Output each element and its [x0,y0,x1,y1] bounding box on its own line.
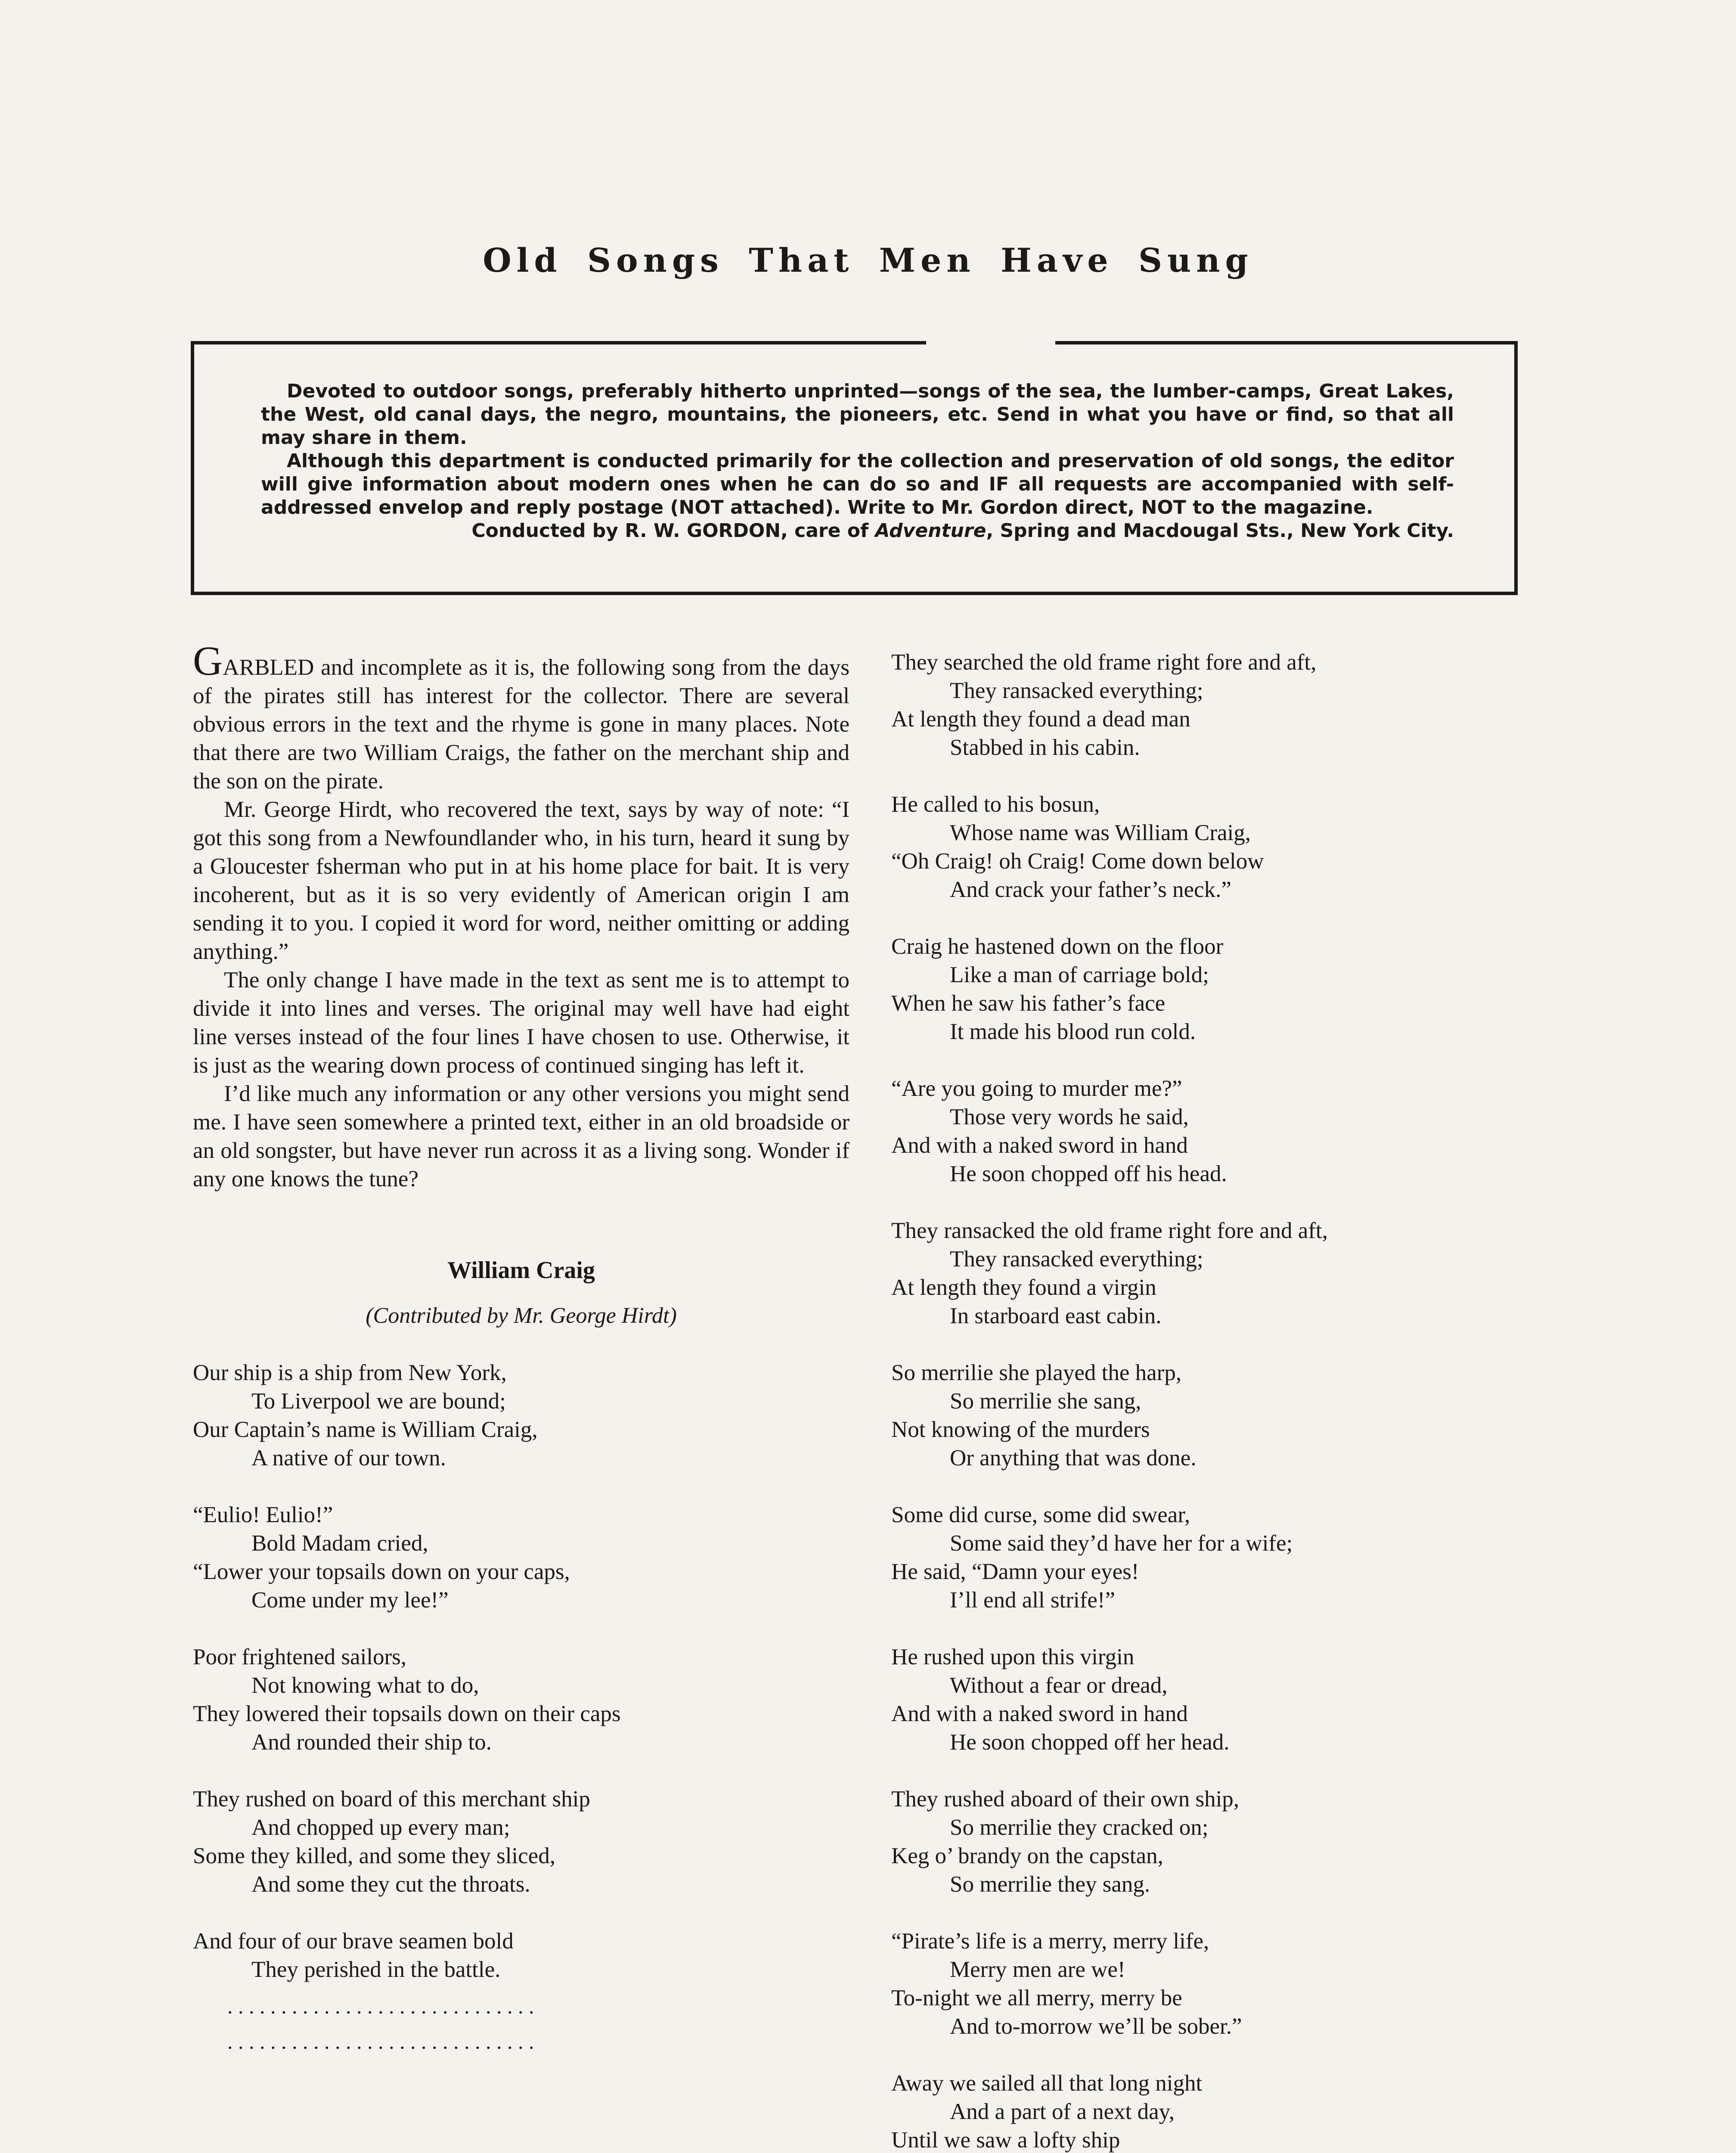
verse-line: Come under my lee!” [251,1588,449,1613]
verse-line: And to-morrow we’ll be sober.” [950,2014,1242,2039]
verse-line: Not knowing of the murders [891,1417,1150,1442]
intro-paragraph-1 [193,638,849,795]
verse-line: Away we sailed all that long night [891,2071,1203,2096]
verse-line: I’ll end all strife!” [950,1588,1116,1613]
stanza [891,2069,1563,2153]
verse-line: Craig he hastened down on the floor [891,934,1224,959]
verse-line: Not knowing what to do, [251,1673,479,1698]
box-border-gap [926,341,1055,345]
verse-line: They ransacked the old frame right fore and aft, [891,1218,1328,1243]
box-paragraph-conducted [261,519,1454,543]
verse-line: They ransacked everything; [950,678,1203,703]
verse-line: Some did curse, some did swear, [891,1502,1190,1527]
magazine-name: Adventure [875,520,986,542]
verse-line: So merrilie they sang. [950,1872,1150,1897]
verse-line: Our ship is a ship from New York, [193,1360,507,1385]
box-paragraph-devoted: Devoted to outdoor songs, preferably hitherto unprinted—songs of the sea, the lumber-camps, Great Lakes, the West, old canal days, the negro, mountains, the pioneers, etc. Send in what you have or find, so that all may share in them. [261,380,1454,449]
stanza [891,1501,1563,1614]
verse-line: Some they killed, and some they sliced, [193,1843,555,1868]
stanza [891,1927,1563,2041]
verse-line: So merrilie she sang, [950,1389,1141,1414]
verse-line: Some said they’d have her for a wife; [950,1531,1293,1556]
verse-line: A native of our town. [251,1446,446,1470]
stanza [891,648,1563,762]
verse-line: At length they found a dead man [891,707,1190,732]
verse-line: They lowered their topsails down on their caps [193,1701,621,1726]
page-title: Old Songs That Men Have Sung [483,241,1253,279]
verse-line: And a part of a next day, [950,2099,1175,2124]
box-paragraph-although: Although this department is conducted primarily for the collection and preservation of old songs, the editor will give information about modern ones when he can do so and IF all requests are accompanied with self-addressed envelop and reply postage (NOT attached). Write to Mr. Gordon direct, NOT to the magazine. [261,450,1454,518]
right-column [891,648,1563,2153]
verse-line: Our Captain’s name is William Craig, [193,1417,538,1442]
song-stanzas-right [891,648,1563,2153]
verse-line: He soon chopped off her head. [950,1730,1230,1755]
verse-line: And with a naked sword in hand [891,1133,1188,1158]
verse-line: Or anything that was done. [950,1446,1197,1470]
verse-line: And four of our brave seamen bold [193,1929,514,1954]
verse-line: To-night we all merry, merry be [891,1985,1182,2010]
verse-line: Until we saw a lofty ship [891,2128,1120,2153]
stanza [193,1785,849,1899]
verse-line: They searched the old frame right fore and aft, [891,650,1317,675]
verse-line: At length they found a virgin [891,1275,1156,1300]
stanza [891,932,1563,1046]
verse-line: When he saw his father’s face [891,991,1166,1016]
verse-line: Stabbed in his cabin. [950,735,1140,760]
verse-line: “Lower your topsails down on your caps, [193,1559,570,1584]
verse-line: Poor frightened sailors, [193,1644,407,1669]
omission-dots-1: . . . . . . . . . . . . . . . . . . . . . . . . . . . . . [227,1994,534,2018]
conducted-by-text: Conducted by R. W. GORDON, care of [471,520,875,542]
verse-line: Without a fear or dread, [950,1673,1168,1698]
stanza [193,1501,849,1614]
stanza [193,1927,849,1984]
stanza [891,1359,1563,1472]
song-contributor: (Contributed by Mr. George Hirdt) [366,1303,677,1328]
address-text: , Spring and Macdougal Sts., New York City. [986,520,1454,542]
intro-paragraph-4: I’d like much any information or any other versions you might send me. I have seen somewhere a printed text, either in an old broadside or an old songster, but have never run across it as a living song. Wonder if any one knows the tune? [193,1081,849,1191]
department-info-box [191,341,1518,595]
stanza [891,1216,1563,1330]
stanza [891,1643,1563,1756]
verse-line: It made his blood run cold. [950,1019,1196,1044]
verse-line: “Oh Craig! oh Craig! Come down below [891,849,1264,874]
verse-line: Whose name was William Craig, [950,820,1251,845]
verse-line: They ransacked everything; [950,1247,1203,1272]
verse-line: Merry men are we! [950,1957,1125,1982]
verse-line: And some they cut the throats. [251,1872,530,1897]
verse-line: They perished in the battle. [251,1957,501,1982]
verse-line: He called to his bosun, [891,792,1100,817]
verse-line: “Pirate’s life is a merry, merry life, [891,1929,1209,1954]
verse-line: In starboard east cabin. [950,1303,1162,1328]
left-column [193,638,849,2054]
verse-line: They rushed aboard of their own ship, [891,1787,1240,1812]
stanza [193,1359,849,1472]
verse-line: Those very words he said, [950,1104,1189,1129]
intro-paragraph-3: The only change I have made in the text as sent me is to attempt to divide it into lines and verses. The original may well have had eight line verses instead of the four lines I have chosen to use. Otherwise, it is just as the wearing down process of continued singing has left it. [193,968,849,1078]
stanza [891,790,1563,904]
stanza [891,1074,1563,1188]
song-title: William Craig [447,1257,595,1284]
verse-line: To Liverpool we are bound; [251,1389,506,1414]
intro-paragraph-1-text: ARBLED and incomplete as it is, the following song from the days of the pirates still has interest for the collector. There are several obvious errors in the text and the rhyme is gone in many places. Note that there are two William Craigs, the father on the merchant ship and the son on the pirate. [193,655,849,794]
stanza [891,1785,1563,1899]
verse-line: So merrilie she played the harp, [891,1360,1182,1385]
verse-line: He rushed upon this virgin [891,1644,1135,1669]
verse-line: And rounded their ship to. [251,1730,492,1755]
verse-line: Bold Madam cried, [251,1531,428,1556]
verse-line: And with a naked sword in hand [891,1701,1188,1726]
verse-line: “Eulio! Eulio!” [193,1502,333,1527]
verse-line: He soon chopped off his head. [950,1161,1227,1186]
stanza [193,1643,849,1756]
intro-paragraph-2: Mr. George Hirdt, who recovered the text, says by way of note: “I got this song from a Newfoundlander who, in his turn, heard it sung by a Gloucester fsherman who put in at his home place for bait. It is very incoherent, but as it is so very evidently of American origin I am sending it to you. I copied it word for word, neither omitting or adding anything.” [193,797,849,964]
verse-line: Like a man of carriage bold; [950,962,1209,987]
song-stanzas-left [193,1359,849,1984]
verse-line: “Are you going to murder me?” [891,1076,1182,1101]
drop-cap: G [193,638,223,684]
verse-line: Keg o’ brandy on the capstan, [891,1843,1163,1868]
verse-line: They rushed on board of this merchant ship [193,1787,590,1812]
omission-dots-2: . . . . . . . . . . . . . . . . . . . . . . . . . . . . . [227,2029,534,2054]
verse-line: And crack your father’s neck.” [950,877,1231,902]
verse-line: He said, “Damn your eyes! [891,1559,1139,1584]
verse-line: So merrilie they cracked on; [950,1815,1209,1840]
verse-line: And chopped up every man; [251,1815,510,1840]
